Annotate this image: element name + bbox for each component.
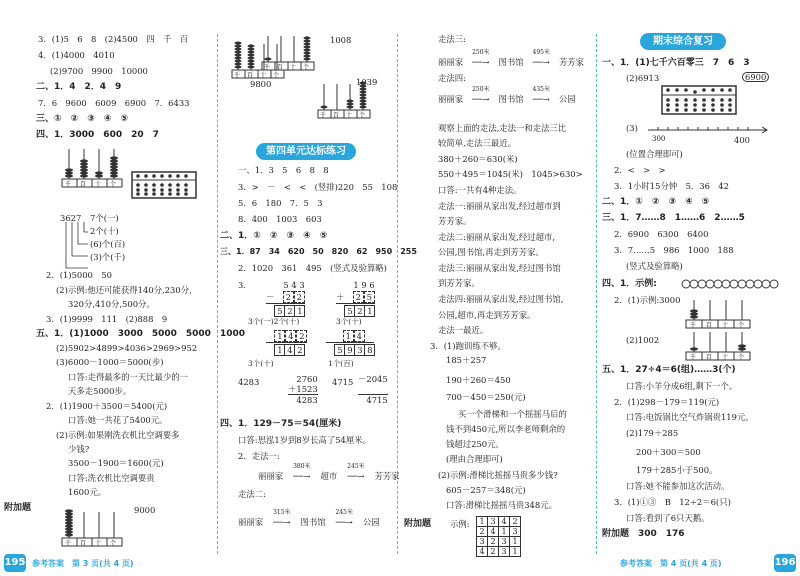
answer-line: (2)1002 <box>626 335 660 345</box>
calc-note: 3个(十) <box>336 317 362 326</box>
answer-value: 9800 <box>250 79 272 89</box>
digit: 9 <box>361 280 367 290</box>
answer-line: 3500－1900＝1600(元) <box>68 458 164 468</box>
answer-line: 550＋495＝1045(米) 1045>630> <box>438 169 583 179</box>
route-distance: 315米 <box>273 509 291 516</box>
digit: 2 <box>296 330 307 342</box>
answer-line: 8．400 1003 603 <box>238 214 322 224</box>
grid-cell: 3 <box>499 547 510 557</box>
svg-text:千: 千 <box>264 64 271 71</box>
answer-line: 五、1．27÷4＝6(组)……3(个) <box>602 365 736 375</box>
answer-line: 380＋260＝630(米) <box>438 154 518 164</box>
answer-line: 2．(1)5000 50 <box>46 270 112 280</box>
digit: 1 <box>364 305 375 317</box>
answer-line: 200＋300＝500 <box>636 447 701 457</box>
svg-text:百: 百 <box>277 64 284 71</box>
route-diagram <box>438 86 576 104</box>
answer-line: 走法四:丽丽从家出发,经过图书馆, <box>438 294 564 304</box>
svg-text:个: 个 <box>110 540 117 547</box>
circled-answer <box>742 72 769 82</box>
answer-line: 二、1．① ② ③ ④ ⑤ <box>602 197 710 207</box>
bonus-answer: 9000 <box>134 505 156 515</box>
route-node: 丽丽家 <box>438 57 464 67</box>
page-number-right: 196 <box>774 554 796 572</box>
column-divider <box>596 34 597 554</box>
digit: 2 <box>294 344 305 356</box>
answer-line: (2)示例:他还可能获得140分,230分, <box>56 285 192 295</box>
digit: 5 <box>364 291 375 303</box>
arrow-icon: ──→ <box>532 94 550 104</box>
route-distance: 380米 <box>293 463 311 470</box>
answer-line: (2)5902>4899>4036>2969>952 <box>56 343 198 353</box>
answer-line: 五、1．(1)1000 3000 5000 5000 1000 <box>36 329 245 339</box>
svg-text:百: 百 <box>333 112 340 119</box>
abacus-icon <box>62 510 122 546</box>
route-node: 超市 <box>320 471 338 481</box>
digit: －2045 <box>358 374 388 384</box>
answer-line: 605－257＝348(元) <box>446 485 526 495</box>
route-node: 图书馆 <box>300 517 326 527</box>
answer-line: 钱超过250元。 <box>446 439 504 449</box>
vertical-calc <box>326 330 374 356</box>
digit: 1 <box>274 330 285 342</box>
answer-line: 2．(1)298－179＝119(元) <box>614 397 720 407</box>
answer-value: 1039 <box>356 77 378 87</box>
page-footer-left: 参考答案 第 3 页(共 4 页) <box>32 559 134 568</box>
digit: 5 <box>344 305 355 317</box>
bracket-lines <box>62 222 92 272</box>
bonus-question-label: 附加题 <box>4 503 32 513</box>
answer-line: 4．(1)4000 4010 <box>38 50 115 60</box>
arrow-icon: ──→ <box>293 471 311 481</box>
route-diagram <box>438 49 585 67</box>
digit: 1 <box>294 305 305 317</box>
abacus-icon <box>232 42 284 78</box>
abacus-icon <box>686 298 750 328</box>
digit: 4 <box>284 344 295 356</box>
answer-line: 3．(1)5 6 8 (2)4500 四 千 百 <box>38 34 189 44</box>
answer-line: 3．(1)9999 111 (2)888 9 <box>46 314 168 324</box>
digit: 8 <box>364 344 375 356</box>
route-diagram <box>238 509 380 527</box>
decomp-item: 2个(十) <box>90 226 119 236</box>
arrow-icon: ──→ <box>532 57 550 67</box>
grid-cell: 2 <box>488 547 499 557</box>
route-node: 丽丽家 <box>258 471 284 481</box>
answer-line: 7．6 9600 6009 6900 7．6433 <box>38 98 190 108</box>
svg-text:百: 百 <box>80 181 87 188</box>
sum-value: 4715 <box>332 377 354 387</box>
answer-line: 走法二: <box>238 489 266 499</box>
grid-cell: 2 <box>488 537 499 547</box>
route-distance: 435米 <box>532 86 550 93</box>
number-line-label: 300 <box>652 135 666 143</box>
bead-string-icon <box>680 278 780 292</box>
answer-line: (理由合理即可) <box>446 454 503 464</box>
route-distance: 245米 <box>347 463 365 470</box>
grid-cell: 1 <box>510 547 521 557</box>
digit: 3 <box>354 344 365 356</box>
route-diagram <box>258 463 400 481</box>
page-number-left: 195 <box>4 554 26 572</box>
grid-cell: 3 <box>488 517 499 527</box>
arrow-icon: ──→ <box>273 517 291 527</box>
abacus-icon <box>62 147 122 187</box>
answer-line: 3．> － < < (竖排)220 55 108 <box>238 182 398 192</box>
svg-text:个: 个 <box>273 72 280 79</box>
digit: 5 <box>334 344 345 356</box>
answer-line: 三、① ② ③ ④ ⑤ <box>36 114 129 124</box>
digit: 4 <box>291 280 297 290</box>
answer-line: 3．1小时15分钟 5．36 42 <box>614 181 729 191</box>
svg-text:百: 百 <box>706 354 713 361</box>
digit: 4 <box>354 330 365 342</box>
answer-line: 天多走5000步。 <box>68 386 132 396</box>
answer-line: 芳芳家。 <box>438 216 472 226</box>
grid-cell: 3 <box>477 537 488 547</box>
grid-cell: 3 <box>510 527 521 537</box>
circled-value: 6900 <box>742 72 769 82</box>
answer-line: 四、1．129－75＝54(厘米) <box>220 419 342 429</box>
answer-line: 观察上面的走法,走法一和走法三比 <box>438 123 567 133</box>
route-node: 丽丽家 <box>438 94 464 104</box>
example-label: 示例: <box>450 519 470 529</box>
route-distance: 250米 <box>472 86 490 93</box>
route-node: 图书馆 <box>498 57 524 67</box>
vertical-calc: 1 9 6 ＋ 2 5 5 2 1 <box>336 280 375 316</box>
decomp-item: (3)个(千) <box>90 252 126 262</box>
vertical-calc <box>288 374 318 405</box>
page-footer-right: 参考答案 第 4 页(共 4 页) <box>620 559 722 568</box>
answer-line: 185＋257 <box>446 355 487 365</box>
answer-line: 走法四: <box>438 73 466 83</box>
digit: 1 <box>274 344 285 356</box>
answer-line: 走法三:丽丽从家出发,经过图书馆 <box>438 263 561 273</box>
number-grid <box>476 516 521 557</box>
calc-note: 3个(一)2个(十) <box>248 317 300 326</box>
arrow-icon: ──→ <box>472 57 490 67</box>
answer-line: 二、1．① ② ③ ④ ⑤ <box>220 231 328 241</box>
answer-line: 公园,超市,再走到芳芳家。 <box>438 310 536 320</box>
answer-line: 2．走法一: <box>238 451 280 461</box>
answer-line: 2．(1)1900＋3500＝5400(元) <box>46 401 168 411</box>
number-line-label: 400 <box>734 135 750 145</box>
grid-cell: 2 <box>510 517 521 527</box>
grid-cell: 1 <box>499 527 510 537</box>
answer-line: 口答:她不能参加这次活动。 <box>626 481 730 491</box>
answer-line: 附加题 300 176 <box>602 529 685 539</box>
answer-line: 口答:思泓1岁到8岁长高了54厘米。 <box>238 435 372 445</box>
answer-line: 口答:看到了6只天鹅。 <box>626 513 710 523</box>
svg-text:十: 十 <box>722 322 729 329</box>
arrow-icon: ──→ <box>347 471 365 481</box>
calc-note: 1个(百) <box>328 359 354 368</box>
answer-line: 3．(1)①③ B 12÷2＝6(只) <box>614 497 731 507</box>
route-node: 丽丽家 <box>238 517 264 527</box>
number-line <box>648 124 768 144</box>
answer-line: 3．(1)跑训练不够。 <box>430 341 506 351</box>
route-node: 图书馆 <box>498 94 524 104</box>
route-node: 芳芳家 <box>374 471 400 481</box>
route-distance: 250米 <box>472 49 490 56</box>
digit: 1 <box>353 280 359 290</box>
decomp-number: 3627 <box>60 213 82 223</box>
svg-text:十: 十 <box>346 112 353 119</box>
answer-line: 四、1．3000 600 20 7 <box>36 130 159 140</box>
svg-text:千: 千 <box>690 354 697 361</box>
digit: 1 <box>343 330 354 342</box>
answer-line: 走法三: <box>438 34 466 44</box>
answer-line: 2．< > > <box>614 165 666 175</box>
calc-note: 3个(十) <box>248 359 274 368</box>
answer-line: 2．(1)示例:3000 <box>614 295 681 305</box>
suanpan-icon <box>132 172 196 202</box>
answer-line: 一、1．3 5 6 8 8 <box>238 165 329 175</box>
svg-text:百: 百 <box>247 72 254 79</box>
abacus-icon <box>686 330 750 360</box>
digit: 2 <box>353 291 364 303</box>
answer-line: 二、1．4 2．4 9 <box>36 82 122 92</box>
answer-line: 一、1．(1)七千六百零三 7 6 3 <box>602 58 750 68</box>
route-node: 芳芳家 <box>558 57 585 67</box>
decomp-item: (6)个(百) <box>90 239 126 249</box>
route-distance: 245米 <box>335 509 353 516</box>
section-banner: 第四单元达标练习 <box>256 143 356 160</box>
grid-cell: 3 <box>499 537 510 547</box>
svg-text:十: 十 <box>260 72 267 79</box>
grid-cell: 1 <box>510 537 521 547</box>
digit: 2 <box>284 305 295 317</box>
answer-line: 公园,图书馆,再走到芳芳家。 <box>438 247 544 257</box>
answer-line: 320分,410分,500分。 <box>68 299 155 309</box>
svg-text:十: 十 <box>722 354 729 361</box>
answer-line: 2．1020 361 495 (竖式及验算略) <box>238 263 387 273</box>
svg-text:千: 千 <box>234 72 241 79</box>
svg-text:十: 十 <box>95 540 102 547</box>
answer-line: 三、1．7……8 1……6 2……5 <box>602 213 745 223</box>
answer-line: 2．6900 6300 6400 <box>614 229 709 239</box>
answer-line: 口答:滑梯比摇摇马贵348元。 <box>446 500 557 510</box>
answer-line: 179＋285小于500。 <box>636 465 718 475</box>
arrow-icon: ──→ <box>472 94 490 104</box>
answer-line: 口答:电饭锅比空气炸锅贵119元。 <box>626 412 754 422</box>
answer-line: 走法一:丽丽从家出发,经过超市到 <box>438 201 561 211</box>
svg-text:千: 千 <box>690 322 697 329</box>
digit: 2 <box>283 291 294 303</box>
answer-line: 5．6 180 7．5 3 <box>238 198 323 208</box>
answer-line: 700－450＝250(元) <box>446 392 526 402</box>
answer-line: 四、1．示例: <box>602 279 657 289</box>
digit: ＋1523 <box>288 384 318 394</box>
answer-line: 口答:她一共花了5400元。 <box>68 415 168 425</box>
answer-line: (竖式及验算略) <box>626 261 683 271</box>
answer-line: (2)9700 9900 10000 <box>50 66 148 76</box>
digit: 4715 <box>358 394 388 405</box>
vertical-calc: 5 4 3 － 2 2 5 2 1 <box>266 280 305 316</box>
digit: 5 <box>274 305 285 317</box>
digit: 4283 <box>288 394 318 405</box>
svg-text:千: 千 <box>65 540 72 547</box>
svg-text:百: 百 <box>80 540 87 547</box>
answer-line: 口答:洗衣机比空调要贵 <box>68 473 155 483</box>
answer-value: 1008 <box>330 35 352 45</box>
digit: 6 <box>369 280 375 290</box>
vertical-calc <box>266 330 307 356</box>
answer-line: (2)示例:如果刚洗衣机比空调要多 <box>56 430 180 440</box>
svg-text:十: 十 <box>95 181 102 188</box>
answer-line: 较简单,走法三最近。 <box>438 138 517 148</box>
svg-text:十: 十 <box>290 64 297 71</box>
svg-text:个: 个 <box>303 64 310 71</box>
answer-line: 走法一最近。 <box>438 325 489 335</box>
answer-line: (3) <box>626 123 638 133</box>
answer-line: 190＋260＝450 <box>446 375 511 385</box>
svg-text:个: 个 <box>738 322 745 329</box>
answer-line: (2)179＋285 <box>626 428 679 438</box>
digit: 4 <box>285 330 296 342</box>
answer-line: 三、1．87 34 620 50 820 62 950 255 <box>220 247 417 256</box>
answer-line: (3)6000－1000＝5000(步) <box>56 357 164 367</box>
answer-line: 口答:一共有4种走法。 <box>438 185 522 195</box>
digit: 2760 <box>296 374 318 384</box>
digit: 2 <box>354 305 365 317</box>
answer-line: 3． <box>238 280 252 290</box>
route-distance: 495米 <box>532 49 550 56</box>
answer-line: 3．7……5 986 1000 188 <box>614 245 734 255</box>
answer-column-1 <box>0 0 245 576</box>
answer-line: 少钱? <box>68 444 90 454</box>
route-node: 公园 <box>362 517 380 527</box>
answer-line: 口答:小羊分成6组,剩下一个。 <box>626 381 738 391</box>
svg-text:百: 百 <box>706 322 713 329</box>
section-banner: 期末综合复习 <box>640 33 726 50</box>
sum-value: 4283 <box>238 377 260 387</box>
vertical-calc <box>358 374 388 405</box>
svg-text:个: 个 <box>738 354 745 361</box>
svg-text:个: 个 <box>359 112 366 119</box>
digit: 9 <box>344 344 355 356</box>
answer-column-3 <box>400 0 590 576</box>
grid-cell: 1 <box>477 517 488 527</box>
digit: 3 <box>299 280 305 290</box>
svg-text:个: 个 <box>110 181 117 188</box>
answer-line: (2)6913 <box>626 73 660 83</box>
arrow-icon: ──→ <box>335 517 353 527</box>
answer-line: 口答:走得最多的一天比最少的一 <box>68 372 189 382</box>
answer-line: 1600元。 <box>68 487 107 497</box>
svg-text:千: 千 <box>320 112 327 119</box>
digit: 5 <box>283 280 289 290</box>
suanpan-icon <box>662 86 736 124</box>
abacus-icon <box>318 82 370 118</box>
answer-line: 到芳芳家。 <box>438 278 480 288</box>
answer-line: (位置合理即可) <box>626 149 683 159</box>
answer-column-2 <box>218 0 417 576</box>
decomp-item: 7个(一) <box>90 213 119 223</box>
grid-cell: 4 <box>477 547 488 557</box>
route-node: 公园 <box>558 94 576 104</box>
grid-cell: 4 <box>499 517 510 527</box>
svg-text:千: 千 <box>65 181 72 188</box>
digit: 2 <box>294 291 305 303</box>
answer-line: 买一个滑梯和一个摇摇马后的 <box>458 409 567 419</box>
answer-line: (2)示例:滑梯比摇摇马贵多少钱? <box>438 470 558 480</box>
answer-line: 走法二:丽丽从家出发,经过超市, <box>438 232 556 242</box>
bonus-question-label: 附加题 <box>404 519 432 529</box>
answer-line: 钱不到450元,所以李老师剩余的 <box>446 424 566 434</box>
grid-cell: 2 <box>477 527 488 537</box>
grid-cell: 4 <box>488 527 499 537</box>
answer-column-4 <box>600 0 800 576</box>
